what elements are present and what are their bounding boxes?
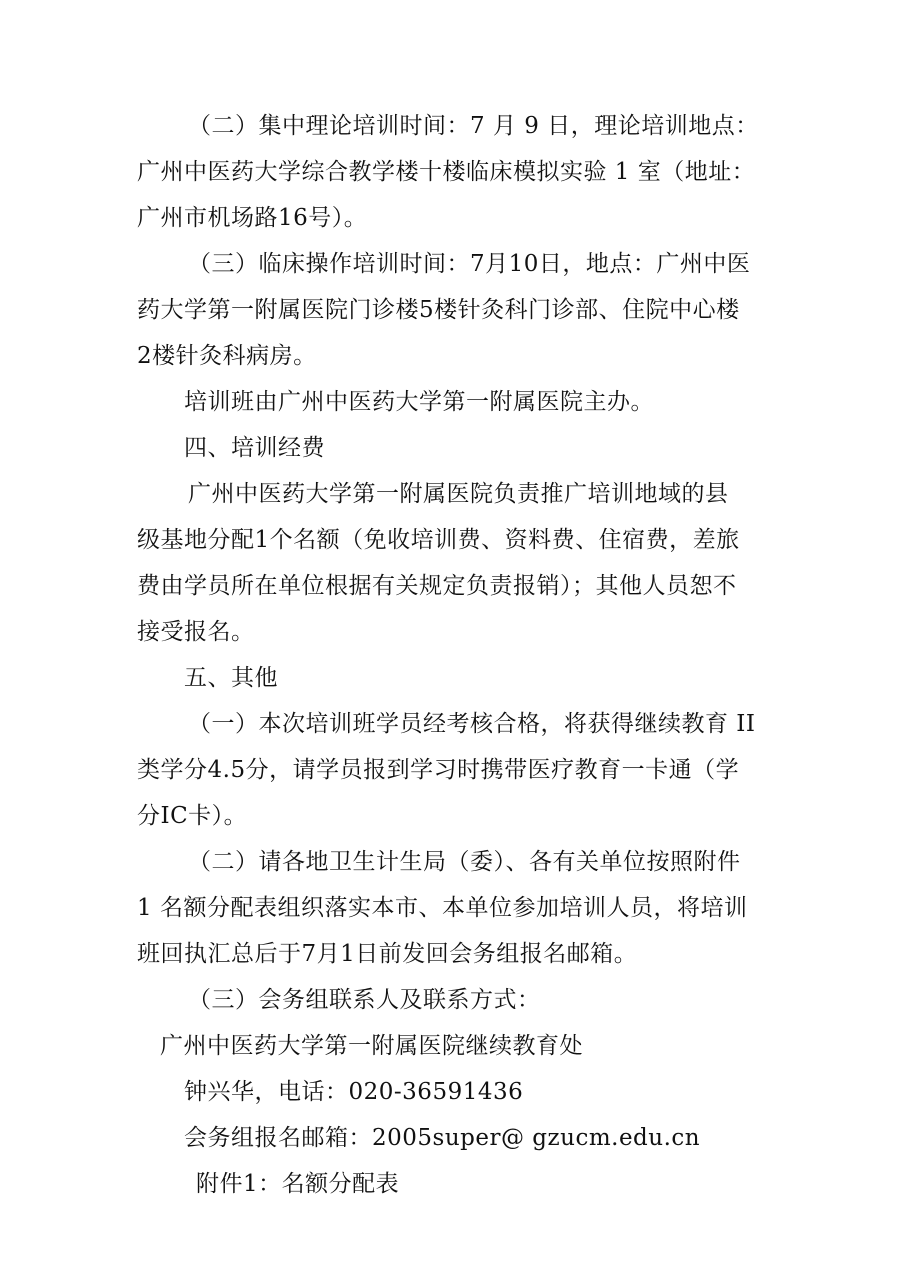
text-line: 接受报名。 <box>137 619 255 645</box>
section-heading: 五、其他 <box>184 665 278 691</box>
text-line: （三）会务组联系人及联系方式： <box>188 987 541 1013</box>
text-line: 班回执汇总后于7月1日前发回会务组报名邮箱。 <box>137 941 638 967</box>
text-line: 分IC卡）。 <box>137 803 248 829</box>
text-line: 费由学员所在单位根据有关规定负责报销）；其他人员恕不 <box>137 573 737 599</box>
text-line: 级基地分配1个名额（免收培训费、资料费、住宿费，差旅 <box>137 527 740 553</box>
text-line: （二）集中理论培训时间：7 月 9 日，理论培训地点： <box>188 113 759 139</box>
attachment-line: 附件1：名额分配表 <box>196 1171 400 1197</box>
text-line: 广州中医药大学第一附属医院负责推广培训地域的县 <box>188 481 729 507</box>
text-line: （三）临床操作培训时间：7月10日，地点：广州中医 <box>188 251 751 277</box>
section-heading: 四、培训经费 <box>184 435 325 461</box>
text-line: 培训班由广州中医药大学第一附属医院主办。 <box>184 389 654 415</box>
text-line: 广州中医药大学第一附属医院继续教育处 <box>160 1033 583 1059</box>
text-line: 1 名额分配表组织落实本市、本单位参加培训人员，将培训 <box>137 895 748 921</box>
text-line: 广州中医药大学综合教学楼十楼临床模拟实验 1 室（地址： <box>137 159 756 185</box>
email-line: 会务组报名邮箱：2005super@ gzucm.edu.cn <box>184 1125 701 1151</box>
text-line: 2楼针灸科病房。 <box>137 343 317 369</box>
text-line: 药大学第一附属医院门诊楼5楼针灸科门诊部、住院中心楼 <box>137 297 740 323</box>
text-line: 钟兴华，电话：020-36591436 <box>184 1079 524 1105</box>
text-line: （一）本次培训班学员经考核合格，将获得继续教育 II <box>188 711 756 737</box>
text-line: 类学分4.5分，请学员报到学习时携带医疗教育一卡通（学 <box>137 757 740 783</box>
text-line: 广州市机场路16号）。 <box>137 205 368 231</box>
text-line: （二）请各地卫生计生局（委）、各有关单位按照附件 <box>188 849 741 875</box>
